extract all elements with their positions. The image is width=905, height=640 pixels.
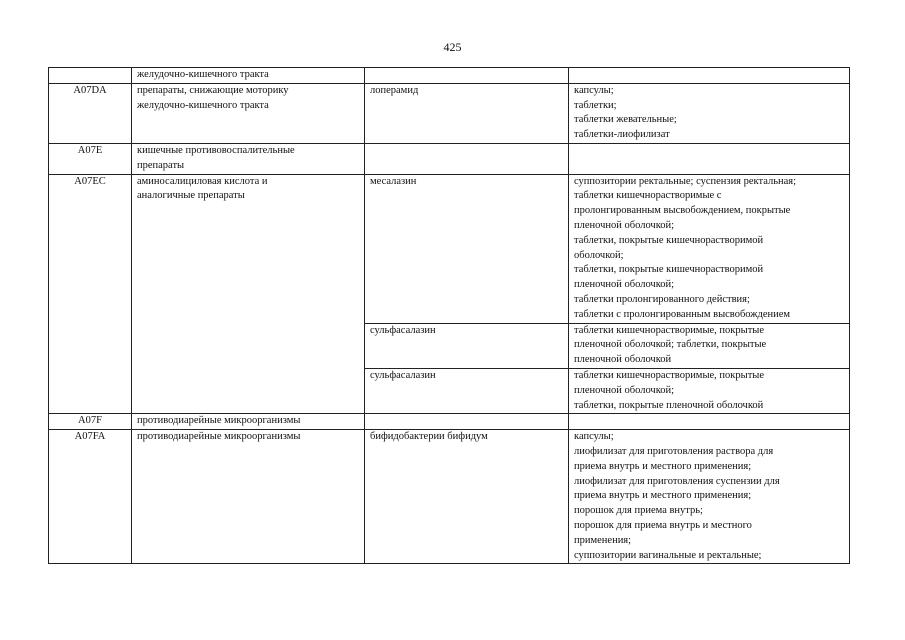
group-name-cell [132, 174, 365, 414]
dosage-form-line: таблетки с пролонгированным высвобождением [574, 308, 791, 320]
dosage-form-line: таблетки кишечнорастворимые с [574, 190, 722, 202]
dosage-form-line: лиофилизат для приготовления суспензии для [574, 475, 780, 487]
table-body [49, 68, 850, 564]
atc-code-cell: A07F [49, 414, 132, 430]
drug-name-cell: лоперамид [365, 83, 569, 143]
drug-name-cell: бифидобактерии бифидум [365, 430, 569, 564]
dosage-form-line: таблетки, покрытые кишечнорастворимой [574, 264, 764, 276]
dosage-form-line: суппозитории вагинальные и ректальные; [574, 549, 762, 561]
page-number: 425 [443, 40, 462, 54]
dosage-form-line: таблетки жевательные; [574, 114, 677, 126]
table-row [49, 143, 850, 174]
dosage-form-line: порошок для приема внутрь; [574, 505, 703, 517]
dosage-form-line: порошок для приема внутрь и местного [574, 519, 752, 531]
dosage-form-line: таблетки; [574, 99, 617, 111]
dosage-forms-cell [569, 368, 850, 413]
group-name-cell [132, 414, 365, 430]
group-name-line: желудочно-кишечного тракта [137, 99, 269, 111]
dosage-form-line: применения; [574, 534, 632, 546]
drug-name-cell [365, 143, 569, 174]
drug-name-cell [365, 68, 569, 84]
dosage-form-line: приема внутрь и местного применения; [574, 490, 752, 502]
dosage-form-line: пленочной оболочкой; [574, 219, 675, 231]
dosage-forms-cell [569, 83, 850, 143]
table-row [49, 174, 850, 323]
dosage-form-line: пленочной оболочкой [574, 354, 672, 366]
group-name-cell [132, 143, 365, 174]
dosage-form-line: суппозитории ректальные; суспензия ректальная; [574, 175, 797, 187]
dosage-form-line: таблетки-лиофилизат [574, 129, 670, 141]
group-name-line: противодиарейные микроорганизмы [137, 415, 301, 427]
group-name-line: аминосалициловая кислота и [137, 175, 268, 187]
atc-code-cell: A07E [49, 143, 132, 174]
atc-code-cell: A07DA [49, 83, 132, 143]
dosage-forms-cell [569, 68, 850, 84]
group-name-cell [132, 83, 365, 143]
dosage-form-line: таблетки кишечнорастворимые, покрытые [574, 324, 764, 336]
dosage-forms-cell [569, 323, 850, 368]
table-row [49, 414, 850, 430]
table-row [49, 83, 850, 143]
dosage-form-line: пролонгированным высвобождением, покрытые [574, 205, 791, 217]
drug-table [48, 67, 850, 564]
table-row [49, 68, 850, 84]
table-row [49, 430, 850, 564]
dosage-form-line: таблетки кишечнорастворимые, покрытые [574, 369, 764, 381]
dosage-form-line: приема внутрь и местного применения; [574, 460, 752, 472]
dosage-form-line: таблетки, покрытые кишечнорастворимой [574, 234, 764, 246]
group-name-line: аналогичные препараты [137, 190, 245, 202]
group-name-line: противодиарейные микроорганизмы [137, 431, 301, 443]
dosage-form-line: таблетки пролонгированного действия; [574, 293, 750, 305]
dosage-forms-cell [569, 143, 850, 174]
dosage-form-line: пленочной оболочкой; [574, 384, 675, 396]
group-name-line: препараты, снижающие моторику [137, 84, 289, 96]
atc-code-cell: A07EC [49, 174, 132, 414]
atc-code-cell: A07FA [49, 430, 132, 564]
drug-name-cell: сульфасалазин [365, 323, 569, 368]
atc-code-cell [49, 68, 132, 84]
group-name-cell [132, 430, 365, 564]
dosage-form-line: пленочной оболочкой; [574, 279, 675, 291]
dosage-form-line: таблетки, покрытые пленочной оболочкой [574, 399, 764, 411]
dosage-form-line: капсулы; [574, 84, 614, 96]
dosage-form-line: оболочкой; [574, 249, 624, 261]
dosage-form-line: пленочной оболочкой; таблетки, покрытые [574, 339, 767, 351]
group-name-cell [132, 68, 365, 84]
dosage-forms-cell [569, 174, 850, 323]
dosage-form-line: капсулы; [574, 431, 614, 443]
dosage-form-line: лиофилизат для приготовления раствора для [574, 445, 774, 457]
group-name-line: желудочно-кишечного тракта [137, 69, 269, 80]
drug-name-cell: месалазин [365, 174, 569, 323]
dosage-forms-cell [569, 414, 850, 430]
group-name-line: препараты [137, 159, 185, 171]
dosage-forms-cell [569, 430, 850, 564]
group-name-line: кишечные противовоспалительные [137, 144, 295, 156]
drug-name-cell [365, 414, 569, 430]
drug-name-cell: сульфасалазин [365, 368, 569, 413]
